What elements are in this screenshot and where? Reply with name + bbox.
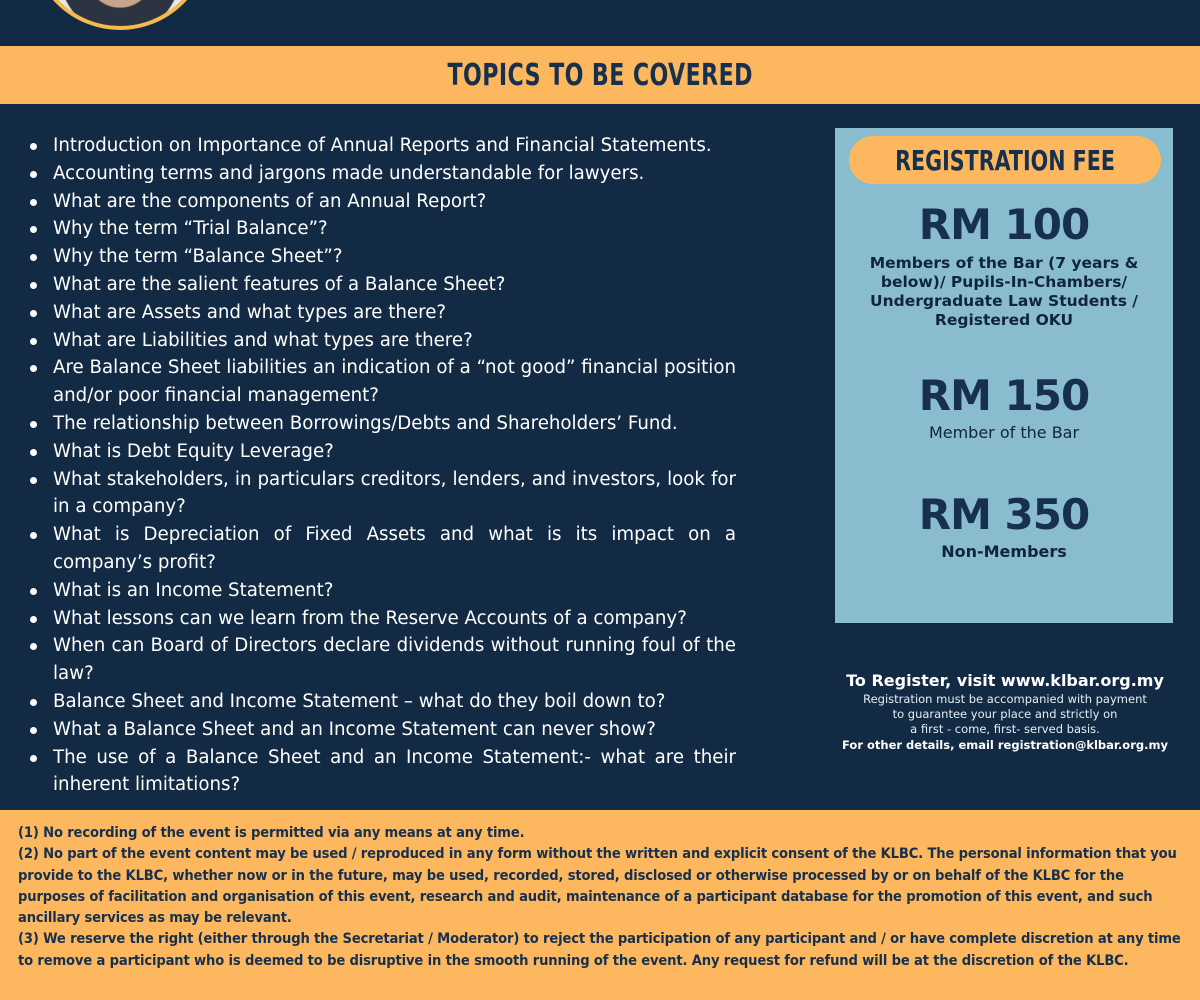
registration-fee-title: REGISTRATION FEE [895,143,1115,177]
topic-item [28,215,736,243]
register-link[interactable]: To Register, visit www.klbar.org.my [846,671,1164,690]
topic-item [28,410,736,438]
bullet-icon [30,143,37,150]
topic-item [28,354,736,410]
topic-text: When can Board of Directors declare dividends without running foul of the law? [53,635,736,685]
topic-text: What are Assets and what types are there? [53,301,447,323]
register-note-line: a first - come, first- served basis. [910,722,1100,736]
topic-text: Why the term “Balance Sheet”? [53,246,343,268]
topic-item [28,438,736,466]
topic-item [28,605,736,633]
topic-item [28,577,736,605]
registration-fee-panel [835,128,1173,623]
topic-item [28,243,736,271]
disclaimer-item: (2) No part of the event content may be used / reproduced in any form without the written and explicit consent of the KLBC. The personal information that you provide to the KLBC, whether now or in the future, may be used, recorded, stored, disclosed or otherwise processed by or on behalf of the KLBC for the purposes of facilitation and organisation of this event, research and audit, maintenance of a participant database for the promotion of this event, and such ancillary services as may be relevant. [18,845,1177,927]
topic-text: What are the salient features of a Balance Sheet? [53,273,506,295]
top-band [0,0,1200,46]
topic-text: What lessons can we learn from the Reserve Accounts of a company? [53,607,687,629]
register-email[interactable]: For other details, email registration@klbar.org.my [842,738,1168,752]
fee-tier-rm150 [835,373,1173,442]
bullet-icon [30,643,37,650]
topic-item [28,744,736,800]
topic-text: The use of a Balance Sheet and an Income Statement:- what are their inherent limitations? [53,746,736,796]
bullet-icon [30,699,37,706]
register-note-line: Registration must be accompanied with payment [863,692,1147,706]
fee-description: Members of the Bar (7 years & below)/ Pupils-In-Chambers/ Undergraduate Law Students / Registered OKU [869,254,1139,329]
bullet-icon [30,282,37,289]
topic-item [28,716,736,744]
topic-text: Are Balance Sheet liabilities an indication of a “not good” financial position and/or poor financial management? [53,357,736,407]
topic-item [28,688,736,716]
topic-text: What stakeholders, in particulars creditors, lenders, and investors, look for in a company? [53,468,736,518]
topic-text: What are the components of an Annual Report? [53,190,487,212]
topic-text: The relationship between Borrowings/Debts and Shareholders’ Fund. [53,412,678,434]
bullet-icon [30,588,37,595]
topic-item [28,299,736,327]
fee-price: RM 150 [918,371,1090,420]
registration-info [830,670,1180,753]
fee-description: Member of the Bar [928,423,1080,442]
topic-item [28,327,736,355]
bullet-icon [30,755,37,762]
bullet-icon [30,532,37,539]
disclaimer-item: (3) We reserve the right (either through the Secretariat / Moderator) to reject the participation of any participant and / or have complete discretion at any time to remove a participant who is deemed to be disruptive in the smooth running of the event. Any request for refund will be at the discretion of the KLBC. [18,930,1181,969]
bullet-icon [30,421,37,428]
bullet-icon [30,254,37,261]
fee-tier-rm100 [835,202,1173,330]
topic-item [28,188,736,216]
disclaimer-section [0,810,1200,1000]
fee-price: RM 350 [918,490,1090,539]
topic-item [28,160,736,188]
topic-text: What is Debt Equity Leverage? [53,440,334,462]
bullet-icon [30,310,37,317]
topic-text: What is an Income Statement? [53,579,334,601]
topic-text: What a Balance Sheet and an Income Statement can never show? [53,718,656,740]
bullet-icon [30,171,37,178]
bullet-icon [30,449,37,456]
topic-text: Why the term “Trial Balance”? [53,218,328,240]
topic-item [28,132,736,160]
speaker-photo [30,0,210,30]
disclaimer-item: (1) No recording of the event is permitted via any means at any time. [18,824,525,841]
bullet-icon [30,338,37,345]
topic-text: What is Depreciation of Fixed Assets and what is its impact on a company’s profit? [53,524,736,573]
topic-item [28,632,736,688]
bullet-icon [30,365,37,372]
topics-title: TOPICS TO BE COVERED [447,57,753,93]
bullet-icon [30,727,37,734]
topic-item [28,521,736,577]
registration-fee-header [849,136,1161,184]
topic-text: Introduction on Importance of Annual Reports and Financial Statements. [53,135,712,156]
bullet-icon [30,616,37,623]
topics-list [28,132,736,799]
bullet-icon [30,199,37,206]
topic-item [28,466,736,522]
fee-price: RM 100 [918,200,1090,249]
topic-item [28,271,736,299]
topic-text: Balance Sheet and Income Statement – what do they boil down to? [53,690,666,712]
topic-text: Accounting terms and jargons made understandable for lawyers. [53,162,645,184]
topic-text: What are Liabilities and what types are there? [53,329,473,351]
bullet-icon [30,226,37,233]
fee-description: Non-Members [941,542,1067,561]
topics-header-bar [0,46,1200,104]
fee-tier-rm350 [835,492,1173,561]
bullet-icon [30,477,37,484]
register-note-line: to guarantee your place and strictly on [892,707,1118,721]
